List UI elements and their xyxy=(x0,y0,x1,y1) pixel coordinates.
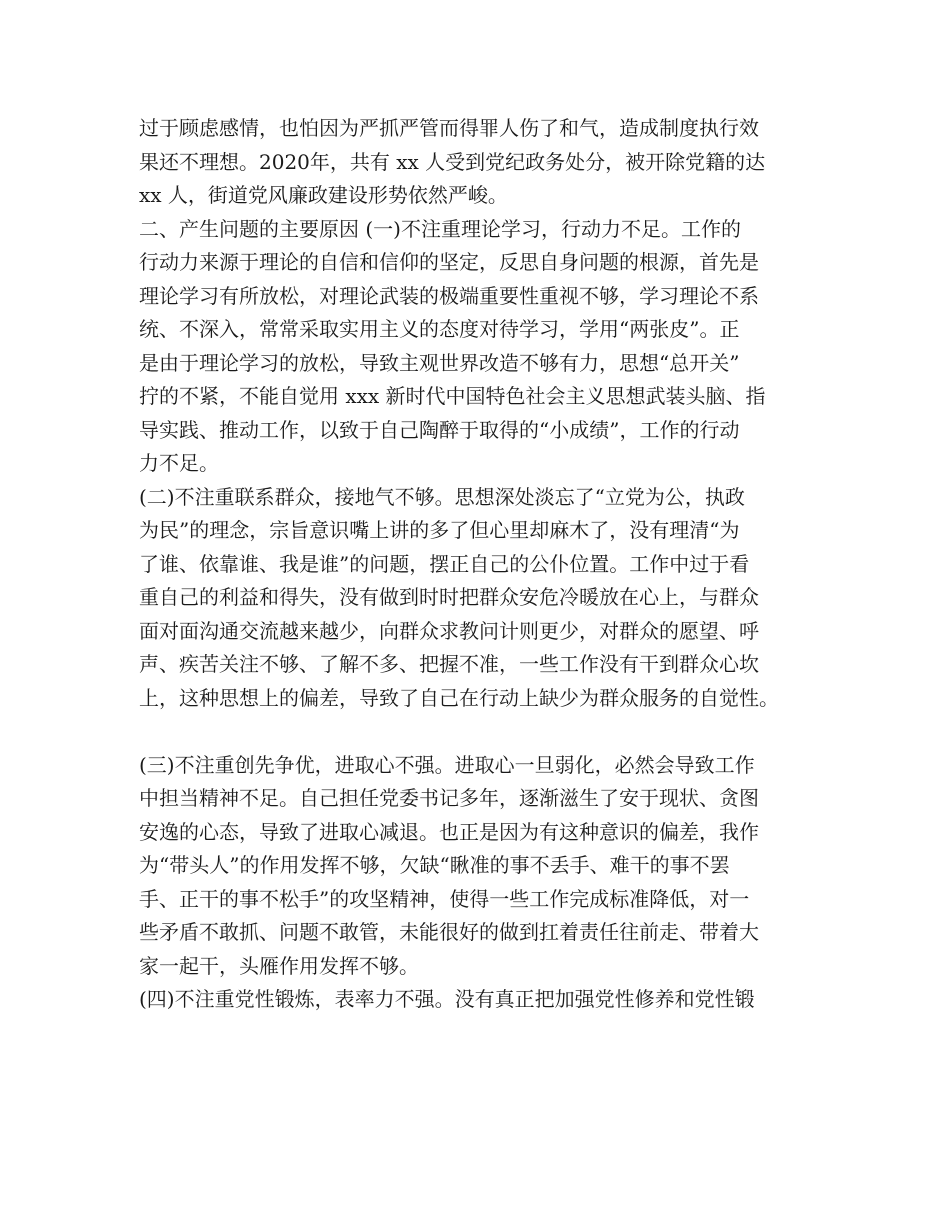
text-line: 面对面沟通交流越来越少，向群众求教问计则更少，对群众的愿望、呼 xyxy=(139,618,759,643)
text-line: (四)不注重党性锻炼，表率力不强。没有真正把加强党性修养和党性锻 xyxy=(139,987,755,1011)
text-line: 理论学习有所放松，对理论武装的极端重要性重视不够，学习理论不系 xyxy=(139,283,759,308)
text-line: 是由于理论学习的放松，导致主观世界改造不够有力，思想“总开关” xyxy=(139,350,740,375)
paragraph-gap xyxy=(139,715,829,749)
text-line: 家一起干，头雁作用发挥不够。 xyxy=(139,953,419,978)
text-line: 上，这种思想上的偏差，导致了自己在行动上缺少为群众服务的自觉性。 xyxy=(139,685,779,710)
text-line: 声、疾苦关注不够、了解不多、把握不准，一些工作没有干到群众心坎 xyxy=(139,652,759,676)
text-line: 二、产生问题的主要原因 (一)不注重理论学习，行动力不足。工作的 xyxy=(139,216,741,241)
text-line: 行动力来源于理论的自信和信仰的坚定，反思自身问题的根源，首先是 xyxy=(139,250,759,274)
text-line: 为民”的理念，宗旨意识嘴上讲的多了但心里却麻木了，没有理清“为 xyxy=(139,518,740,542)
text-line: 了谁、依靠谁、我是谁”的问题，摆正自己的公仆位置。工作中过于看 xyxy=(139,551,750,576)
text-line: 拧的不紧，不能自觉用 xxx 新时代中国特色社会主义思想武装头脑、指 xyxy=(139,384,766,408)
text-line: 为“带头人”的作用发挥不够，欠缺“瞅准的事不丢手、难干的事不罢 xyxy=(139,853,730,877)
text-line: 中担当精神不足。自己担任党委书记多年，逐渐滋生了安于现状、贪图 xyxy=(139,786,759,810)
text-line: (三)不注重创先争优，进取心不强。进取心一旦弱化，必然会导致工作 xyxy=(139,752,755,777)
text-line: 力不足。 xyxy=(139,451,219,475)
text-line: 过于顾虑感情，也怕因为严抓严管而得罪人伤了和气，造成制度执行效 xyxy=(139,116,759,140)
text-line: xx 人，街道党风廉政建设形势依然严峻。 xyxy=(139,183,508,207)
text-line: 手、正干的事不松手”的攻坚精神，使得一些工作完成标准降低，对一 xyxy=(139,886,750,911)
text-line: 统、不深入，常常采取实用主义的态度对待学习，学用“两张皮”。正 xyxy=(139,317,740,341)
text-line: 些矛盾不敢抓、问题不敢管，未能很好的做到扛着责任往前走、带着大 xyxy=(139,920,759,944)
text-line: 果还不理想。2020年，共有 xx 人受到党纪政务处分，被开除党籍的达 xyxy=(139,149,766,174)
text-line: 导实践、推动工作，以致于自己陶醉于取得的“小成绩”，工作的行动 xyxy=(139,417,740,442)
text-line: (二)不注重联系群众，接地气不够。思想深处淡忘了“立党为公，执政 xyxy=(139,484,745,509)
text-line: 重自己的利益和得失，没有做到时时把群众安危冷暖放在心上，与群众 xyxy=(139,585,759,609)
text-line: 安逸的心态，导致了进取心减退。也正是因为有这种意识的偏差，我作 xyxy=(139,819,759,844)
document-body xyxy=(139,112,829,1017)
